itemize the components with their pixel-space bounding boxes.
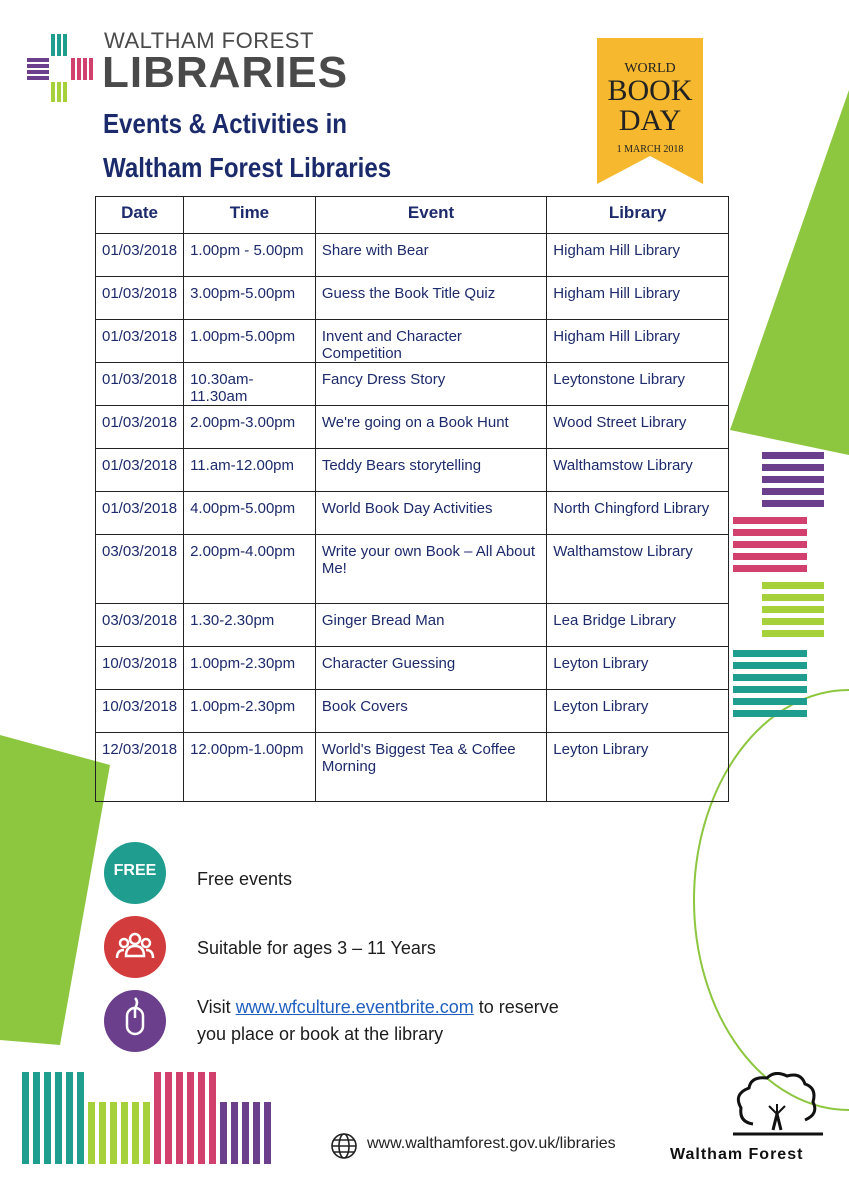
header-date: Date bbox=[96, 197, 184, 234]
cell-time: 4.00pm-5.00pm bbox=[184, 492, 316, 535]
cell-event: Character Guessing bbox=[315, 647, 546, 690]
cell-date: 12/03/2018 bbox=[96, 733, 184, 802]
header-time: Time bbox=[184, 197, 316, 234]
cell-time: 1.30-2.30pm bbox=[184, 604, 316, 647]
cell-date: 01/03/2018 bbox=[96, 234, 184, 277]
cell-time: 1.00pm - 5.00pm bbox=[184, 234, 316, 277]
cell-library: Leyton Library bbox=[547, 647, 729, 690]
header-event: Event bbox=[315, 197, 546, 234]
table-row bbox=[96, 277, 729, 320]
footer-website-link[interactable]: www.walthamforest.gov.uk/libraries bbox=[367, 1135, 616, 1152]
group-icon bbox=[104, 916, 166, 978]
cell-date: 01/03/2018 bbox=[96, 449, 184, 492]
badge-book: BOOK bbox=[607, 74, 693, 107]
cell-time: 3.00pm-5.00pm bbox=[184, 277, 316, 320]
cell-date: 01/03/2018 bbox=[96, 492, 184, 535]
cell-library: Higham Hill Library bbox=[547, 277, 729, 320]
table-row bbox=[96, 604, 729, 647]
visit-text bbox=[197, 994, 559, 1048]
visit-prefix: Visit bbox=[197, 997, 236, 1017]
cell-library: Leyton Library bbox=[547, 733, 729, 802]
cell-event: World's Biggest Tea & Coffee Morning bbox=[315, 733, 546, 802]
cell-date: 01/03/2018 bbox=[96, 363, 184, 406]
cell-event: Teddy Bears storytelling bbox=[315, 449, 546, 492]
cell-time: 2.00pm-4.00pm bbox=[184, 535, 316, 604]
cell-time: 2.00pm-3.00pm bbox=[184, 406, 316, 449]
brand-subtitle: WALTHAM FOREST bbox=[104, 28, 314, 53]
cell-date: 03/03/2018 bbox=[96, 535, 184, 604]
globe-icon bbox=[330, 1132, 358, 1160]
council-name: Waltham Forest bbox=[670, 1146, 804, 1163]
cell-event: Guess the Book Title Quiz bbox=[315, 277, 546, 320]
cell-time: 12.00pm-1.00pm bbox=[184, 733, 316, 802]
table-row bbox=[96, 733, 729, 802]
ages-text: Suitable for ages 3 – 11 Years bbox=[197, 938, 436, 958]
mouse-icon bbox=[104, 990, 166, 1052]
cell-date: 01/03/2018 bbox=[96, 320, 184, 363]
cell-library: Leyton Library bbox=[547, 690, 729, 733]
cell-event: Invent and Character Competition bbox=[315, 320, 546, 363]
visit-suffix: to reserve bbox=[473, 997, 559, 1017]
table-row bbox=[96, 647, 729, 690]
table-row bbox=[96, 234, 729, 277]
cell-date: 10/03/2018 bbox=[96, 690, 184, 733]
cell-library: Wood Street Library bbox=[547, 406, 729, 449]
cell-date: 01/03/2018 bbox=[96, 277, 184, 320]
tree-logo-icon bbox=[733, 1072, 823, 1140]
table-row bbox=[96, 320, 729, 363]
table-header-row bbox=[96, 197, 729, 234]
cell-time: 11.am-12.00pm bbox=[184, 449, 316, 492]
libraries-logo-icon bbox=[25, 32, 97, 104]
eventbrite-link[interactable]: www.wfculture.eventbrite.com bbox=[235, 997, 474, 1017]
table-row bbox=[96, 535, 729, 604]
header-library: Library bbox=[547, 197, 729, 234]
cell-library: Leytonstone Library bbox=[547, 363, 729, 406]
cell-time: 1.00pm-5.00pm bbox=[184, 320, 316, 363]
cell-time: 1.00pm-2.30pm bbox=[184, 690, 316, 733]
table-row bbox=[96, 406, 729, 449]
cell-event: Ginger Bread Man bbox=[315, 604, 546, 647]
cell-date: 03/03/2018 bbox=[96, 604, 184, 647]
cell-event: Write your own Book – All About Me! bbox=[315, 535, 546, 604]
cell-time: 10.30am-11.30am bbox=[184, 363, 316, 406]
free-icon bbox=[104, 842, 166, 904]
table-row bbox=[96, 449, 729, 492]
cell-library: Walthamstow Library bbox=[547, 535, 729, 604]
cell-date: 10/03/2018 bbox=[96, 647, 184, 690]
table-row bbox=[96, 690, 729, 733]
cell-library: Higham Hill Library bbox=[547, 234, 729, 277]
cell-library: Higham Hill Library bbox=[547, 320, 729, 363]
cell-library: Walthamstow Library bbox=[547, 449, 729, 492]
page-title-line2: Waltham Forest Libraries bbox=[103, 152, 392, 183]
table-row bbox=[96, 363, 729, 406]
cell-event: World Book Day Activities bbox=[315, 492, 546, 535]
badge-day: DAY bbox=[618, 104, 682, 137]
free-badge-label: FREE bbox=[113, 862, 157, 879]
cell-library: Lea Bridge Library bbox=[547, 604, 729, 647]
page-title-line1: Events & Activities in bbox=[103, 108, 347, 139]
events-table bbox=[95, 196, 729, 802]
cell-time: 1.00pm-2.30pm bbox=[184, 647, 316, 690]
world-book-day-badge bbox=[597, 38, 703, 184]
free-events-text: Free events bbox=[197, 869, 293, 889]
cell-event: We're going on a Book Hunt bbox=[315, 406, 546, 449]
cell-event: Share with Bear bbox=[315, 234, 546, 277]
badge-world: WORLD bbox=[624, 61, 676, 76]
decorative-stripes-right bbox=[733, 450, 833, 720]
cell-event: Fancy Dress Story bbox=[315, 363, 546, 406]
brand-title: LIBRARIES bbox=[102, 48, 349, 97]
cell-date: 01/03/2018 bbox=[96, 406, 184, 449]
decorative-stripes-bottom bbox=[22, 1072, 282, 1166]
cell-event: Book Covers bbox=[315, 690, 546, 733]
cell-library: North Chingford Library bbox=[547, 492, 729, 535]
badge-date: 1 MARCH 2018 bbox=[616, 144, 684, 155]
table-row bbox=[96, 492, 729, 535]
visit-line2: you place or book at the library bbox=[197, 1024, 444, 1044]
